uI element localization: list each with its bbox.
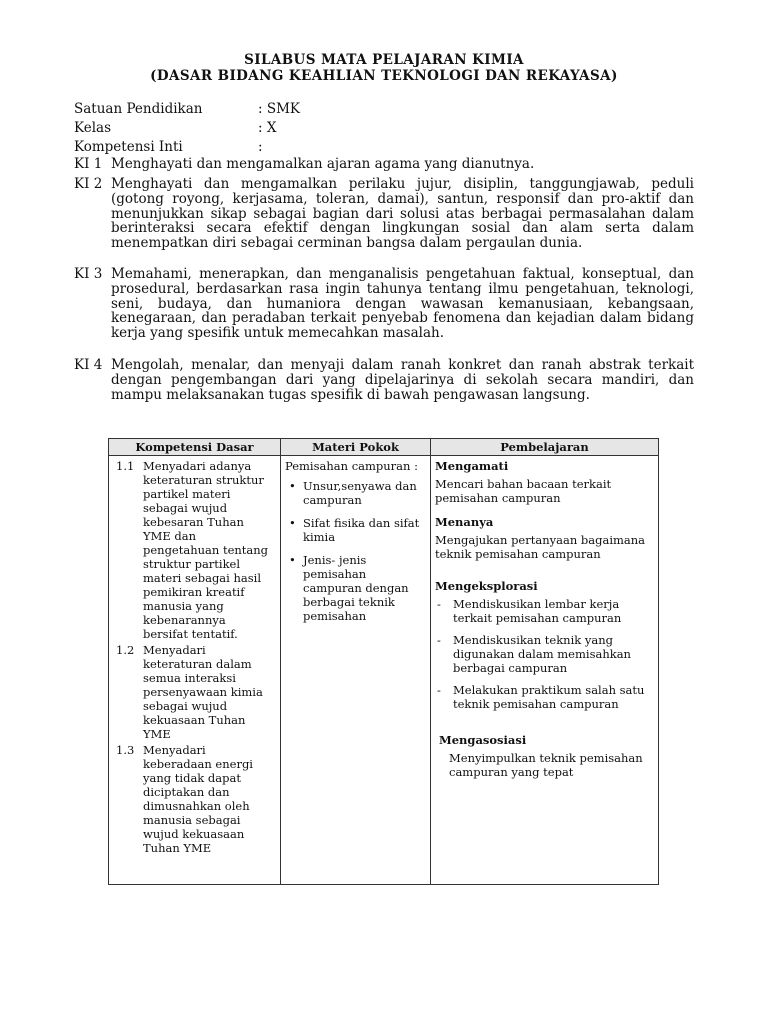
materi-pokok-cell <box>281 456 431 885</box>
kd-text: Menyadari keberadaan energi yang tidak dapat diciptakan dan dimusnahkan oleh manusia sebagai wujud kekuasaan Tuhan YME <box>143 743 253 855</box>
activity-title-mengeksplorasi: Mengeksplorasi <box>435 579 538 593</box>
table-row <box>109 456 659 885</box>
activity-title-mengamati: Mengamati <box>435 459 509 473</box>
ki-code: KI 1 <box>74 156 103 172</box>
materi-item-text: Sifat fisika dan sifat kimia <box>303 516 420 544</box>
activity-title-mengasosiasi: Mengasosiasi <box>439 733 527 747</box>
pembelajaran-cell <box>431 456 659 885</box>
identity-label: Satuan Pendidikan <box>74 101 203 117</box>
header-pembelajaran: Pembelajaran <box>431 439 659 456</box>
identity-row <box>74 120 276 136</box>
kd-number: 1.3 <box>116 743 135 757</box>
list-item <box>285 479 426 507</box>
kd-item <box>113 743 276 855</box>
ki-text: Mengolah, menalar, dan menyaji dalam ranah konkret dan ranah abstrak terkait dengan pengembangan dari yang dipelajarinya di sekolah secara mandiri, dan mampu melaksanakan tugas spesifik di bawah pengawasan langsung. <box>111 357 694 403</box>
syllabus-table <box>108 438 659 885</box>
list-item <box>285 516 426 544</box>
identity-value: : SMK <box>258 101 300 117</box>
kompetensi-dasar-cell <box>109 456 281 885</box>
kd-number: 1.2 <box>116 643 135 657</box>
bullet-icon: • <box>289 553 296 567</box>
identity-label: Kompetensi Inti <box>74 139 183 155</box>
dash-icon: - <box>437 597 441 611</box>
kd-number: 1.1 <box>116 459 135 473</box>
kd-item <box>113 459 276 641</box>
ki-item <box>74 177 694 251</box>
bullet-icon: • <box>289 479 296 493</box>
header-materi-pokok: Materi Pokok <box>281 439 431 456</box>
ki-text: Memahami, menerapkan, dan menganalisis pengetahuan faktual, konseptual, dan prosedural, berdasarkan rasa ingin tahunya tentang ilmu pengetahuan, teknologi, seni, budaya, dan humaniora dengan wawasan kemanusiaan, kebangsaan, kenegaraan, dan peradaban terkait penyebab fenomena dan kejadian dalam bidang kerja yang spesifik untuk memecahkan masalah. <box>111 266 694 342</box>
ki-item <box>74 267 694 341</box>
eksplorasi-item-text: Mendiskusikan teknik yang digunakan dalam memisahkan berbagai campuran <box>453 633 631 675</box>
identity-row <box>74 101 300 117</box>
ki-code: KI 2 <box>74 176 103 192</box>
page-title: SILABUS MATA PELAJARAN KIMIA <box>244 52 524 68</box>
eksplorasi-item-text: Mendiskusikan lembar kerja terkait pemisahan campuran <box>453 597 622 625</box>
dash-icon: - <box>437 683 441 697</box>
activity-text-menanya: Mengajukan pertanyaan bagaimana teknik pemisahan campuran <box>435 533 646 561</box>
list-item <box>435 683 654 711</box>
bullet-icon: • <box>289 516 296 530</box>
ki-text: Menghayati dan mengamalkan perilaku jujur, disiplin, tanggungjawab, peduli (gotong royong, kerjasama, toleran, damai), santun, responsif dan pro-aktif dan menunjukkan sikap sebagai bagian dari solusi atas berbagai permasalahan dalam berinteraksi secara efektif dengan lingkungan sosial dan alam serta dalam menempatkan diri sebagai cerminan bangsa dalam pergaulan dunia. <box>111 176 694 252</box>
eksplorasi-list <box>435 597 654 711</box>
kd-text: Menyadari adanya keteraturan struktur partikel materi sebagai wujud kebesaran Tuhan YME dan pengetahuan tentang struktur partikel materi sebagai hasil pemikiran kreatif manusia yang kebenarannya bersifat tentatif. <box>143 459 269 641</box>
materi-item-text: Unsur,senyawa dan campuran <box>303 479 417 507</box>
identity-row <box>74 139 263 155</box>
activity-text-mengasosiasi: Menyimpulkan teknik pemisahan campuran yang tepat <box>449 751 643 779</box>
ki-item <box>74 358 694 402</box>
kd-item <box>113 643 276 741</box>
eksplorasi-item-text: Melakukan praktikum salah satu teknik pemisahan campuran <box>453 683 645 711</box>
list-item <box>435 633 654 675</box>
list-item <box>435 597 654 625</box>
activity-title-menanya: Menanya <box>435 515 494 529</box>
table-header-row <box>109 439 659 456</box>
ki-text: Menghayati dan mengamalkan ajaran agama yang dianutnya. <box>111 156 535 172</box>
ki-code: KI 3 <box>74 266 103 282</box>
materi-list <box>285 479 426 623</box>
ki-item <box>74 157 694 172</box>
page-subtitle: (DASAR BIDANG KEAHLIAN TEKNOLOGI DAN REKAYASA) <box>150 68 618 84</box>
ki-code: KI 4 <box>74 357 103 373</box>
materi-heading: Pemisahan campuran : <box>285 459 418 473</box>
list-item <box>285 553 426 623</box>
materi-item-text: Jenis- jenis pemisahan campuran dengan berbagai teknik pemisahan <box>303 553 409 623</box>
identity-label: Kelas <box>74 120 112 136</box>
kd-text: Menyadari keteraturan dalam semua interaksi persenyawaan kimia sebagai wujud kekuasaan Tuhan YME <box>143 643 263 741</box>
dash-icon: - <box>437 633 441 647</box>
identity-value: : <box>258 139 263 155</box>
activity-text-mengamati: Mencari bahan bacaan terkait pemisahan campuran <box>435 477 612 505</box>
header-kompetensi-dasar: Kompetensi Dasar <box>109 439 281 456</box>
identity-value: : X <box>258 120 277 136</box>
